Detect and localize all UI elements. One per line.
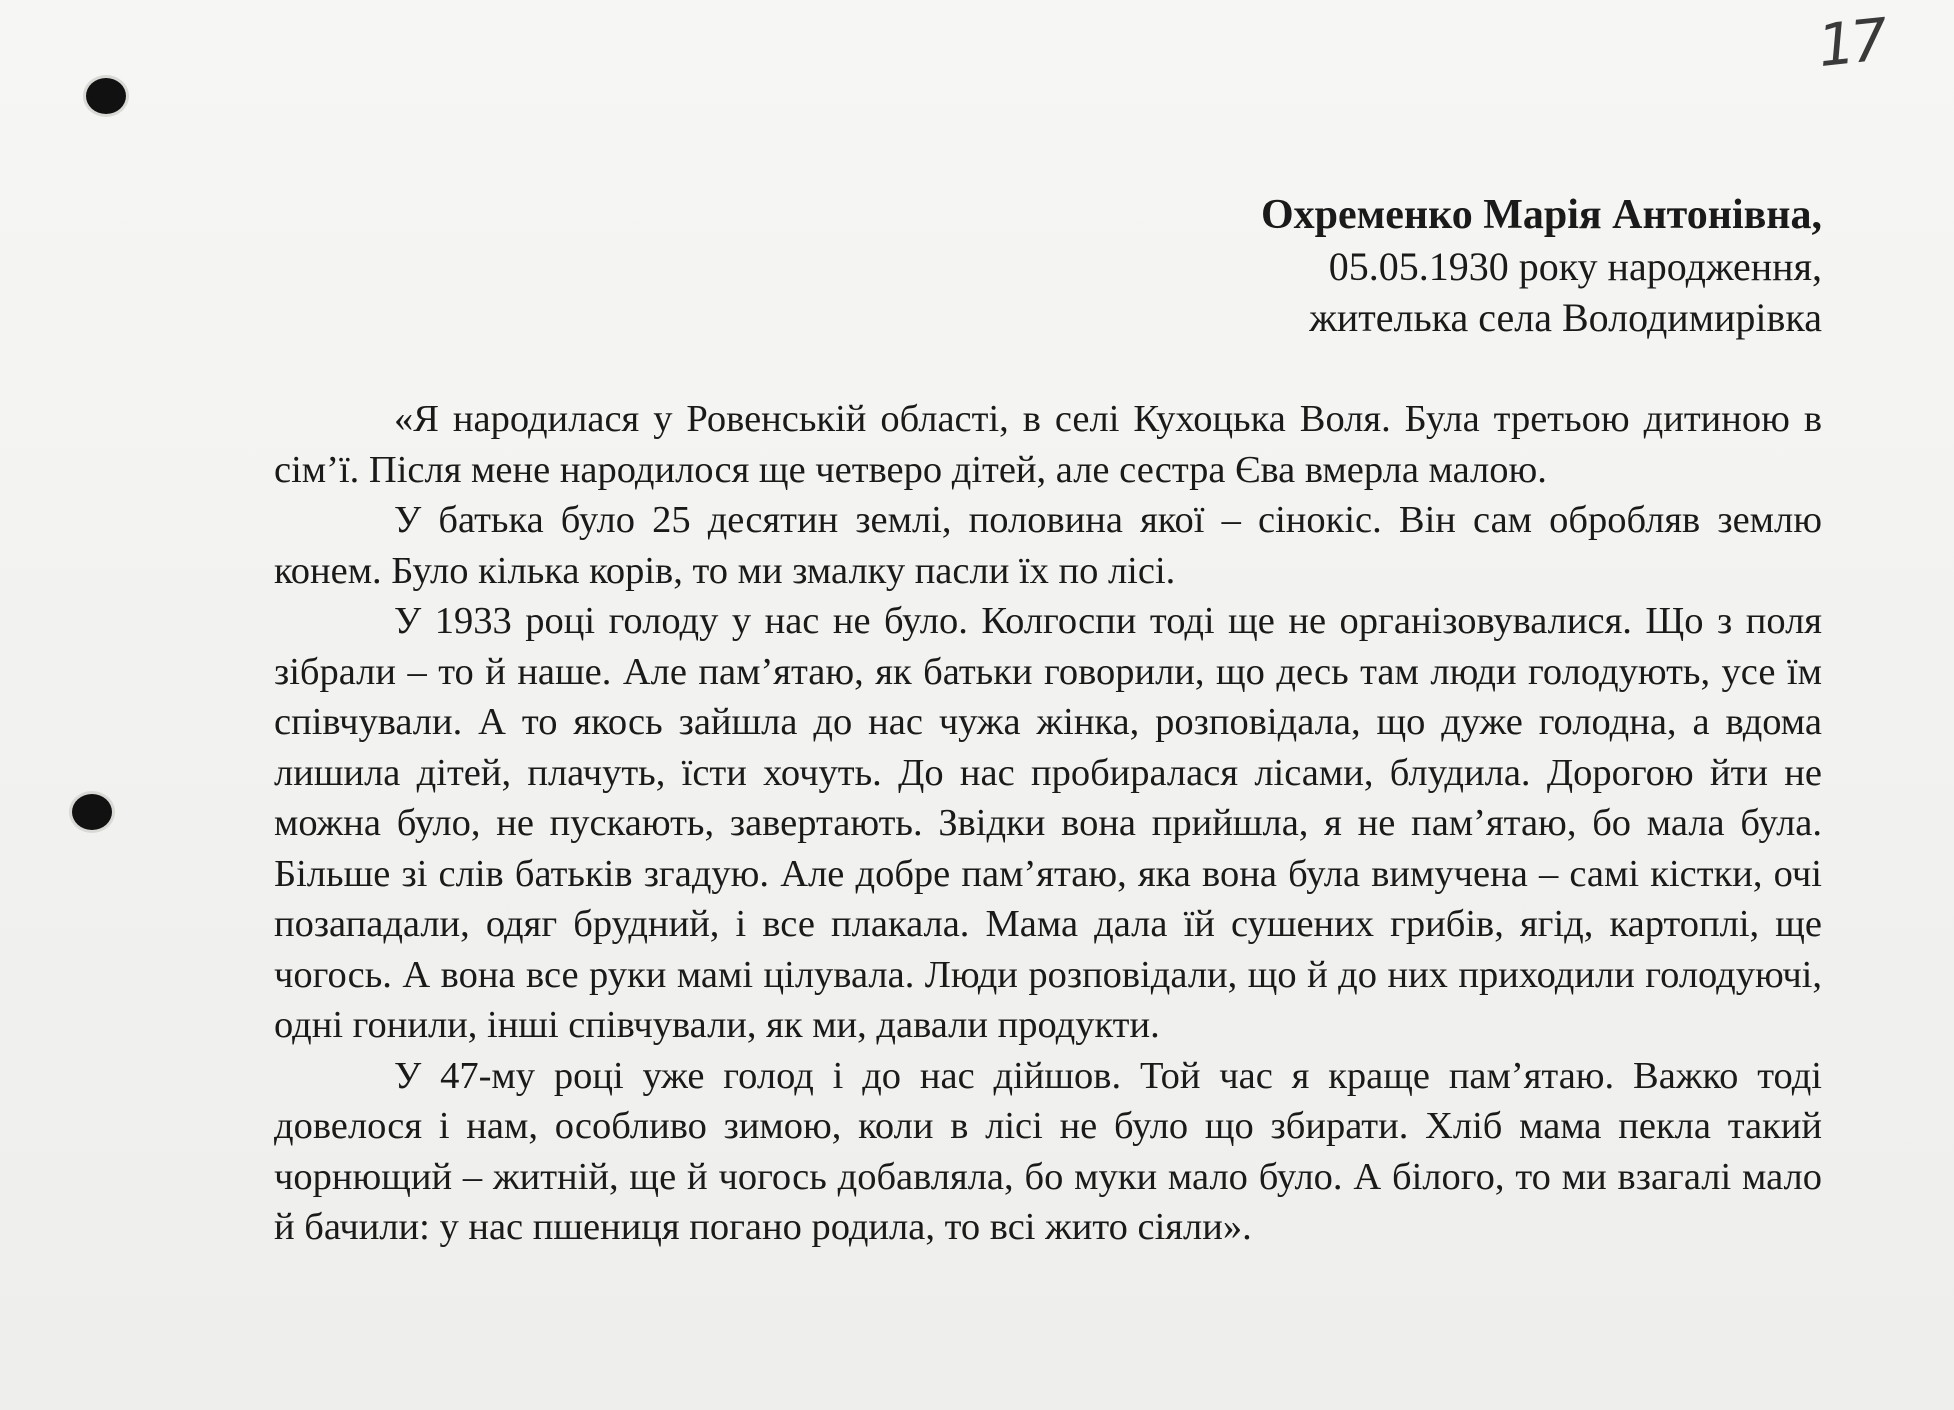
person-name: Охременко Марія Антонівна, [1260, 192, 1822, 238]
punch-hole [86, 78, 126, 114]
paragraph: У батька було 25 десятин землі, половина якої – сінокіс. Він сам обробляв землю конем. Було кілька корів, то ми змалку пасли їх по лісі. [274, 499, 1822, 592]
paragraph: У 47-му році уже голод і до нас дійшов. Той час я краще пам’ятаю. Важко тоді довелося і нам, особливо зимою, коли в лісі не було що збирати. Хліб мама пекла такий чорнющий – житній, ще й чогось добавляла, бо муки мало було. А білого, то ми взагалі мало й бачили: у нас пшениця погано родила, то всі жито сіяли». [274, 1054, 1822, 1248]
testimony-text [274, 394, 1822, 1253]
document-header [1261, 190, 1822, 343]
paragraph: У 1933 році голоду у нас не було. Колгоспи тоді ще не організовувалися. Що з поля зібрали – то й наше. Але пам’ятаю, як батьки говорили, що десь там люди голодують, усе їм співчували. А то якось зайшла до нас чужа жінка, розповідала, що дуже голодна, а вдома лишила дітей, плачуть, їсти хочуть. До нас пробиралася лісами, блудила. Дорогою йти не можна було, не пускають, завертають. Звідки вона прийшла, я не пам’ятаю, бо мала була. Більше зі слів батьків згадую. Але добре пам’ятаю, яка вона була вимучена – самі кістки, очі позападали, одяг брудний, і все плакала. Мама дала їй сушених грибів, ягід, картоплі, ще чогось. А вона все руки мамі цілувала. Люди розповідали, що й до них приходили голодуючі, одні гонили, інші співчували, як ми, давали продукти. [274, 600, 1822, 1046]
residence: жителька села Володимирівка [1309, 295, 1822, 340]
paragraph: «Я народилася у Ровенській області, в селі Кухоцька Воля. Була третьою дитиною в сім’ї. Після мене народилося ще четверо дітей, але сестра Єва вмерла малою. [274, 398, 1822, 491]
punch-hole [72, 794, 112, 830]
birth-date: 05.05.1930 року народження, [1328, 244, 1822, 289]
handwritten-page-number: 17 [1814, 5, 1888, 80]
